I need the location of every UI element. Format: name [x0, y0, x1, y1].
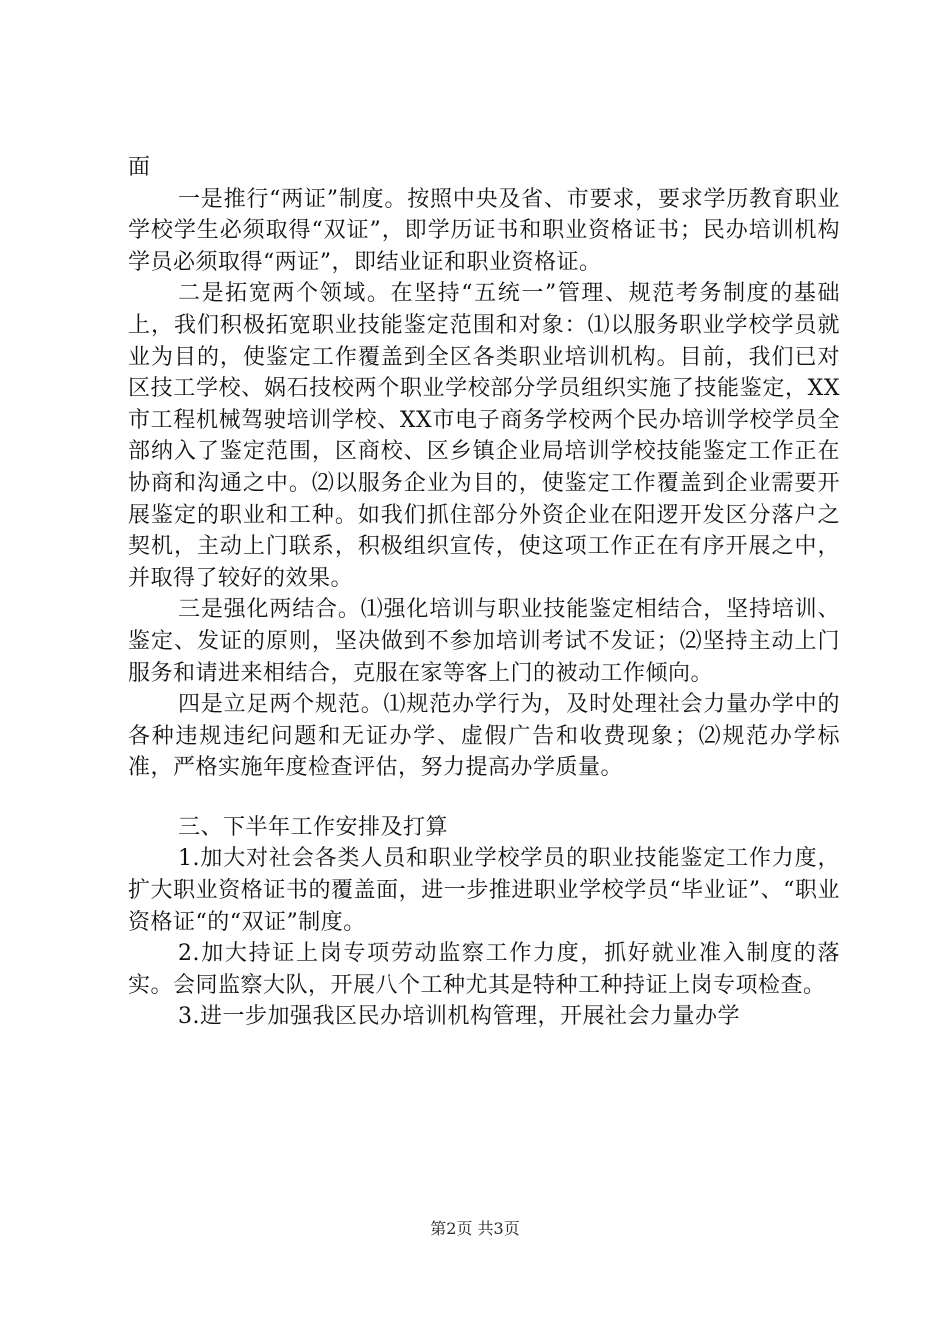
- plan-item-2: 2.加大持证上岗专项劳动监察工作力度，抓好就业准入制度的落实。会同监察大队，开展八个工种尤其是特种工种持证上岗专项检查。: [128, 941, 840, 998]
- paragraph-two-standards: 四是立足两个规范。⑴规范办学行为，及时处理社会力量办学中的各种违规违纪问题和无证办学、虚假广告和收费现象；⑵规范办学标准，严格实施年度检查评估，努力提高办学质量。: [128, 692, 840, 781]
- paragraph-two-combinations: 三是强化两结合。⑴强化培训与职业技能鉴定相结合，坚持培训、鉴定、发证的原则，坚决做到不参加培训考试不发证；⑵坚持主动上门服务和请进来相结合，克服在家等客上门的被动工作倾向。: [128, 597, 840, 686]
- page-footer: 第2页 共3页: [430, 1219, 520, 1238]
- section-heading: 三、下半年工作安排及打算: [178, 814, 449, 840]
- paragraph-continuation: 面: [128, 155, 151, 180]
- document-body: [128, 152, 840, 1033]
- paragraph-two-fields: 二是拓宽两个领域。在坚持“五统一”管理、规范考务制度的基础上，我们积极拓宽职业技能鉴定范围和对象：⑴以服务职业学校学员就业为目的，使鉴定工作覆盖到全区各类职业培训机构。目前，我们已对区技工学校、娲石技校两个职业学校部分学员组织实施了技能鉴定，XX市工程机械驾驶培训学校、XX市电子商务学校两个民办培训学校学员全部纳入了鉴定范围，区商校、区乡镇企业局培训学校技能鉴定工作正在协商和沟通之中。⑵以服务企业为目的，使鉴定工作覆盖到企业需要开展鉴定的职业和工种。如我们抓住部分外资企业在阳逻开发区分落户之契机，主动上门联系，积极组织宣传，使这项工作正在有序开展之中，并取得了较好的效果。: [128, 281, 840, 591]
- paragraph-two-certificates: 一是推行“两证”制度。按照中央及省、市要求，要求学历教育职业学校学生必须取得“双证”，即学历证书和职业资格证书；民办培训机构学员必须取得“两证”，即结业证和职业资格证。: [128, 186, 840, 275]
- section-gap: [128, 784, 840, 812]
- plan-item-1: 1.加大对社会各类人员和职业学校学员的职业技能鉴定工作力度，扩大职业资格证书的覆盖面，进一步推进职业学校学员“毕业证”、“职业资格证“的“双证”制度。: [128, 846, 840, 935]
- plan-item-3: 3.进一步加强我区民办培训机构管理，开展社会力量办学: [178, 1004, 740, 1030]
